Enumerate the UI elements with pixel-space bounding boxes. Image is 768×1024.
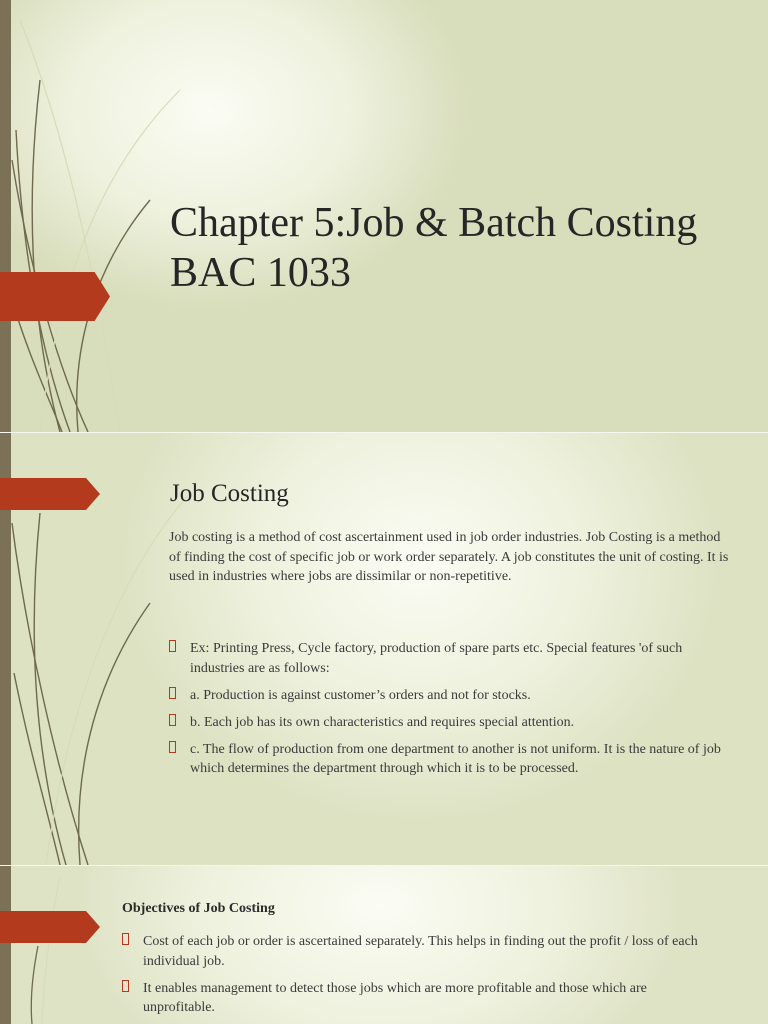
bullet-marker-icon <box>122 980 129 992</box>
list-item: a. Production is against customer’s orders and not for stocks. <box>169 686 721 706</box>
list-item: c. The flow of production from one department to another is not uniform. It is the nature of job which determines the department through which it is to be processed. <box>169 740 721 779</box>
bullet-marker-icon <box>169 687 176 699</box>
slide-title-text <box>170 198 750 298</box>
bullet-marker-icon <box>122 933 129 945</box>
objectives-heading: Objectives of Job Costing <box>122 901 275 916</box>
bullet-marker-icon <box>169 741 176 753</box>
slide-objectives <box>0 866 768 1024</box>
list-item: Ex: Printing Press, Cycle factory, production of spare parts etc. Special features 'of such industries are as follows: <box>169 639 721 678</box>
slide-heading: Job Costing <box>170 480 289 507</box>
job-costing-paragraph: Job costing is a method of cost ascertainment used in job order industries. Job Costing is a method of finding the cost of specific job or work order separately. A job constitutes the unit of costing. It is used in industries where jobs are dissimilar or non-repetitive. <box>169 530 729 584</box>
side-bar <box>0 0 11 432</box>
title-line-2: BAC 1033 <box>170 250 351 296</box>
list-item: It enables management to detect those jobs which are more profitable and those which are unprofitable. <box>122 979 722 1018</box>
slide-job-costing <box>0 433 768 865</box>
side-bar <box>0 866 11 1024</box>
objectives-list <box>122 932 722 1024</box>
accent-flag <box>0 478 100 510</box>
accent-flag <box>0 911 100 943</box>
features-list <box>169 639 721 786</box>
list-item: b. Each job has its own characteristics and requires special attention. <box>169 713 721 733</box>
slide-title <box>0 0 768 432</box>
bullet-marker-icon <box>169 714 176 726</box>
list-item: Cost of each job or order is ascertained separately. This helps in finding out the profit / loss of each individual job. <box>122 932 722 971</box>
bullet-marker-icon <box>169 640 176 652</box>
vine-decoration <box>0 866 120 1024</box>
accent-flag <box>0 272 110 321</box>
title-line-1: Chapter 5:Job & Batch Costing <box>170 200 698 246</box>
